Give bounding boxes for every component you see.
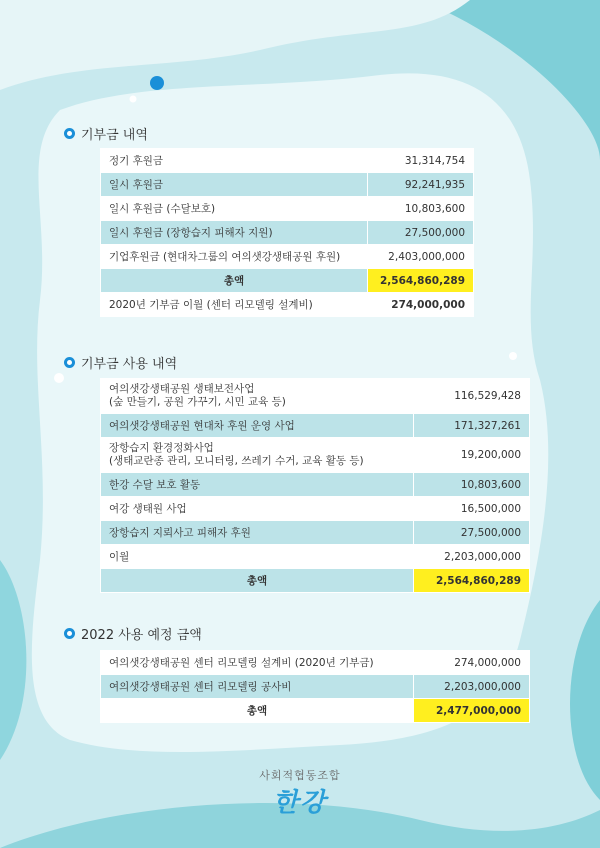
- row-label-line1: 장항습지 환경정화사업: [109, 442, 214, 454]
- row-label: 기업후원금 (현대차그룹의 여의샛강생태공원 후원): [101, 245, 368, 269]
- total-row: [101, 569, 530, 593]
- bullet-icon: [64, 128, 75, 139]
- table-row: [101, 379, 530, 414]
- row-value: 2,203,000,000: [414, 545, 530, 569]
- row-label-line2: (생태교란종 관리, 모니터링, 쓰레기 수거, 교육 활동 등): [109, 455, 364, 467]
- table-row: [101, 521, 530, 545]
- total-row: [101, 699, 530, 723]
- row-value: 27,500,000: [414, 521, 530, 545]
- table-row: [101, 245, 474, 269]
- row-label: 정기 후원금: [101, 149, 368, 173]
- organization-name: 사회적협동조합: [259, 769, 341, 782]
- table-row: [101, 173, 474, 197]
- row-value: 2,403,000,000: [368, 245, 474, 269]
- row-label: 여의샛강생태공원 센터 리모델링 설계비 (2020년 기부금): [101, 651, 414, 675]
- row-value: 2,203,000,000: [414, 675, 530, 699]
- row-label-line1: 여의샛강생태공원 생태보전사업: [109, 383, 255, 395]
- table-row: [101, 651, 530, 675]
- row-value: 116,529,428: [414, 379, 530, 414]
- table-row: [101, 414, 530, 438]
- row-value: 19,200,000: [414, 438, 530, 473]
- total-label: 총액: [101, 269, 368, 293]
- section-title-text: 2022 사용 예정 금액: [81, 628, 202, 643]
- table-row: [101, 675, 530, 699]
- row-value: 27,500,000: [368, 221, 474, 245]
- row-label: 이월: [101, 545, 414, 569]
- row-label: [101, 438, 414, 473]
- row-label-line2: (숲 만들기, 공원 가꾸기, 시민 교육 등): [109, 396, 286, 408]
- transfer-value: 274,000,000: [368, 293, 474, 317]
- row-value: 274,000,000: [414, 651, 530, 675]
- row-value: 16,500,000: [414, 497, 530, 521]
- table-row: [101, 149, 474, 173]
- hangang-logo: 한강: [272, 788, 328, 818]
- row-label: 한강 수달 보호 활동: [101, 473, 414, 497]
- total-row: [101, 269, 474, 293]
- table-row: [101, 545, 530, 569]
- total-value: 2,477,000,000: [414, 699, 530, 723]
- row-value: 171,327,261: [414, 414, 530, 438]
- row-value: 10,803,600: [368, 197, 474, 221]
- usage-table: [100, 378, 530, 593]
- transfer-row: [101, 293, 474, 317]
- row-value: 31,314,754: [368, 149, 474, 173]
- section-title-donations: [64, 124, 148, 143]
- section-title-text: 기부금 내역: [81, 128, 148, 143]
- table-row: [101, 221, 474, 245]
- donations-table: [100, 148, 474, 317]
- section-title-usage: [64, 353, 177, 372]
- row-value: 92,241,935: [368, 173, 474, 197]
- row-label: 여의샛강생태공원 센터 리모델링 공사비: [101, 675, 414, 699]
- table-row: [101, 438, 530, 473]
- row-label: 일시 후원금 (장항습지 피해자 지원): [101, 221, 368, 245]
- total-label: 총액: [101, 699, 414, 723]
- section-title-plan-2022: [64, 624, 202, 643]
- row-label: 일시 후원금 (수달보호): [101, 197, 368, 221]
- row-label: 여의샛강생태공원 현대차 후원 운영 사업: [101, 414, 414, 438]
- total-value: 2,564,860,289: [368, 269, 474, 293]
- table-row: [101, 197, 474, 221]
- row-label: 장항습지 지뢰사고 피해자 후원: [101, 521, 414, 545]
- row-label: 여강 생태원 사업: [101, 497, 414, 521]
- total-value: 2,564,860,289: [414, 569, 530, 593]
- row-label: [101, 379, 414, 414]
- transfer-label: 2020년 기부금 이월 (센터 리모델링 설계비): [101, 293, 368, 317]
- section-title-text: 기부금 사용 내역: [81, 357, 178, 372]
- row-label: 일시 후원금: [101, 173, 368, 197]
- total-label: 총액: [101, 569, 414, 593]
- bullet-icon: [64, 628, 75, 639]
- row-value: 10,803,600: [414, 473, 530, 497]
- bullet-icon: [64, 357, 75, 368]
- table-row: [101, 473, 530, 497]
- table-row: [101, 497, 530, 521]
- plan-table: [100, 650, 530, 723]
